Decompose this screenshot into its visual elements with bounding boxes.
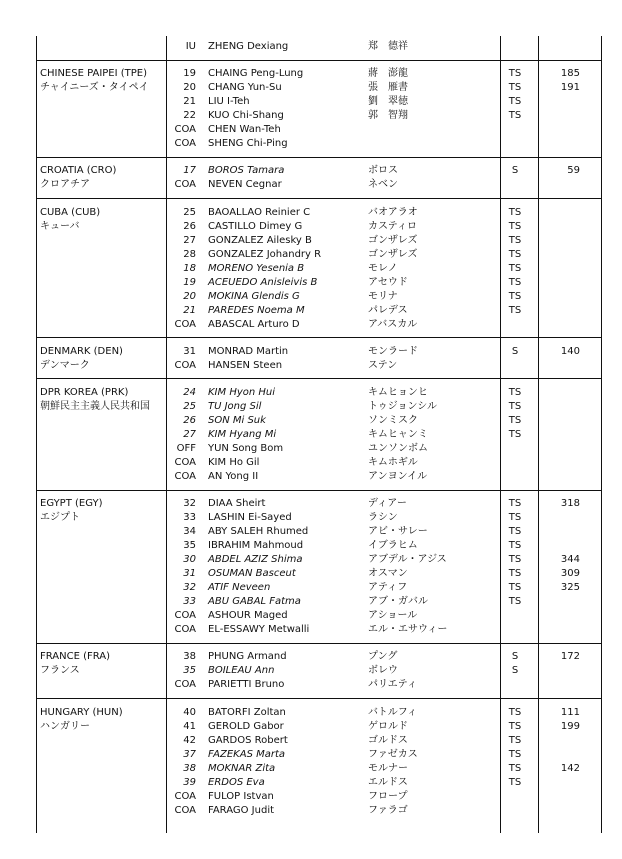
- table-row: [0, 359, 622, 373]
- group-separator: [36, 490, 602, 491]
- entry-number: IU: [185, 41, 196, 52]
- event-class: TS: [508, 721, 522, 732]
- player-name: MORENO Yesenia B: [208, 263, 305, 274]
- entry-number: 17: [183, 165, 196, 176]
- country-name-japanese: クロアチア: [40, 179, 90, 190]
- table-row: [0, 525, 622, 539]
- table-row: [0, 442, 622, 456]
- player-name: KUO Chi-Shang: [208, 110, 284, 121]
- event-class: TS: [508, 554, 522, 565]
- entry-number: 20: [183, 291, 196, 302]
- player-name: KIM Ho Gil: [208, 457, 260, 468]
- entry-number: 25: [183, 401, 196, 412]
- table-row: [0, 734, 622, 748]
- player-name-katakana: ボロス: [368, 165, 398, 176]
- table-row: [0, 276, 622, 290]
- table-row: [0, 748, 622, 762]
- country-name: DPR KOREA (PRK): [40, 387, 129, 398]
- player-name: SHENG Chi-Ping: [208, 138, 288, 149]
- entry-number: 33: [183, 596, 196, 607]
- player-name-katakana: ファラゴ: [368, 805, 408, 816]
- table-row: [0, 539, 622, 553]
- table-row: [0, 304, 622, 318]
- player-name: CASTILLO Dimey G: [208, 221, 303, 232]
- table-row: [0, 262, 622, 276]
- entry-number: 21: [183, 305, 196, 316]
- player-name: GEROLD Gabor: [208, 721, 284, 732]
- country-name: CHINESE PAIPEI (TPE): [40, 68, 148, 79]
- event-class: TS: [508, 582, 522, 593]
- player-name-katakana: ゲロルド: [368, 721, 408, 732]
- entry-number: 31: [183, 568, 196, 579]
- event-class: TS: [508, 596, 522, 607]
- table-row: [0, 720, 622, 734]
- country-name-japanese: ハンガリー: [40, 721, 90, 732]
- player-name-katakana: アティフ: [368, 582, 408, 593]
- event-class: TS: [508, 305, 522, 316]
- table-row: [0, 553, 622, 567]
- player-name-katakana: アブ・ガバル: [368, 596, 428, 607]
- player-name-katakana: パリエティ: [368, 679, 417, 690]
- player-name: BAOALLAO Reinier C: [208, 207, 311, 218]
- player-name: NEVEN Cegnar: [208, 179, 282, 190]
- entry-number: 42: [183, 735, 196, 746]
- player-name-katakana: イブラヒム: [368, 540, 418, 551]
- country-name-japanese: デンマーク: [40, 360, 90, 371]
- player-name-katakana: エル・エサウィー: [368, 624, 448, 635]
- table-row: [0, 67, 622, 81]
- event-class: S: [511, 651, 519, 662]
- entry-number: 32: [183, 582, 196, 593]
- player-name: OSUMAN Basceut: [208, 568, 296, 579]
- player-name: PHUNG Armand: [208, 651, 287, 662]
- event-class: TS: [508, 96, 522, 107]
- player-name-katakana: 郭 智翔: [368, 110, 408, 121]
- player-name-katakana: プング: [368, 651, 398, 662]
- player-name: ABASCAL Arturo D: [208, 319, 300, 330]
- player-name: EL-ESSAWY Metwalli: [208, 624, 310, 635]
- table-row: [0, 581, 622, 595]
- player-name: GONZALEZ Ailesky B: [208, 235, 312, 246]
- table-row: [0, 623, 622, 637]
- event-class: TS: [508, 263, 522, 274]
- player-name-katakana: オスマン: [368, 568, 408, 579]
- entry-number: 25: [183, 207, 196, 218]
- country-name-japanese: フランス: [40, 665, 80, 676]
- entry-number: 38: [183, 651, 196, 662]
- country-name: EGYPT (EGY): [40, 498, 103, 509]
- table-row: [0, 345, 622, 359]
- event-class: TS: [508, 568, 522, 579]
- player-name-katakana: ステン: [368, 360, 398, 371]
- player-name-katakana: アバスカル: [368, 319, 418, 330]
- event-class: TS: [508, 540, 522, 551]
- event-class: TS: [508, 512, 522, 523]
- event-class: TS: [508, 221, 522, 232]
- entry-number: 37: [183, 749, 196, 760]
- player-name-katakana: バオアラオ: [368, 207, 418, 218]
- player-name: GONZALEZ Johandry R: [208, 249, 322, 260]
- entry-number: 35: [183, 540, 196, 551]
- player-name: ABY SALEH Rhumed: [208, 526, 309, 537]
- player-name: TU Jong Sil: [208, 401, 262, 412]
- player-name-katakana: 蔣 澎龍: [368, 68, 408, 79]
- table-row: [0, 650, 622, 664]
- entry-number: 20: [183, 82, 196, 93]
- table-row: [0, 386, 622, 400]
- event-class: TS: [508, 707, 522, 718]
- event-class: S: [511, 346, 519, 357]
- entry-number: COA: [174, 624, 196, 635]
- entry-number: COA: [174, 179, 196, 190]
- player-name: MOKNAR Zita: [208, 763, 276, 774]
- event-class: TS: [508, 749, 522, 760]
- event-class: TS: [508, 249, 522, 260]
- player-name-katakana: モリナ: [368, 291, 398, 302]
- group-separator: [36, 337, 602, 338]
- table-row: [0, 290, 622, 304]
- entry-number: COA: [174, 805, 196, 816]
- table-row: [0, 234, 622, 248]
- player-name: LIU I-Teh: [208, 96, 250, 107]
- table-row: [0, 609, 622, 623]
- table-row: [0, 664, 622, 678]
- player-name: HANSEN Steen: [208, 360, 283, 371]
- player-name-katakana: パレデス: [368, 305, 408, 316]
- player-name: ABDEL AZIZ Shima: [208, 554, 303, 565]
- group-separator: [36, 60, 602, 61]
- entry-number: 19: [183, 68, 196, 79]
- table-row: [0, 428, 622, 442]
- player-name-katakana: モンラード: [368, 346, 418, 357]
- entry-number: COA: [174, 457, 196, 468]
- player-name-katakana: キムヒャンミ: [368, 429, 428, 440]
- table-row: [0, 470, 622, 484]
- group-separator: [36, 378, 602, 379]
- entry-number: COA: [174, 360, 196, 371]
- country-name-japanese: エジプト: [40, 512, 80, 523]
- ranking-points: 318: [560, 498, 580, 509]
- country-name: FRANCE (FRA): [40, 651, 111, 662]
- country-name-japanese: キューバ: [40, 221, 80, 232]
- event-class: TS: [508, 207, 522, 218]
- entry-number: 31: [183, 346, 196, 357]
- table-row: [0, 178, 622, 192]
- table-row: [0, 95, 622, 109]
- player-name: ZHENG Dexiang: [208, 41, 289, 52]
- player-name-katakana: ネベン: [368, 179, 398, 190]
- entry-number: 18: [183, 263, 196, 274]
- entry-number: COA: [174, 319, 196, 330]
- player-name: LASHIN Ei-Sayed: [208, 512, 292, 523]
- country-name: CUBA (CUB): [40, 207, 101, 218]
- table-row: [0, 414, 622, 428]
- country-name: CROATIA (CRO): [40, 165, 117, 176]
- entry-number: 30: [183, 554, 196, 565]
- entry-number: 21: [183, 96, 196, 107]
- entry-number: 27: [183, 429, 196, 440]
- player-name: MONRAD Martin: [208, 346, 289, 357]
- player-name: MOKINA Glendis G: [208, 291, 300, 302]
- player-name-katakana: 張 雁書: [368, 82, 408, 93]
- event-class: TS: [508, 429, 522, 440]
- player-name: ACEUEDO Anisleivis B: [208, 277, 318, 288]
- table-row: [0, 164, 622, 178]
- entry-number: OFF: [176, 443, 196, 454]
- table-row: [0, 206, 622, 220]
- entry-number: 39: [183, 777, 196, 788]
- ranking-points: 344: [560, 554, 580, 565]
- player-name-katakana: アセウド: [368, 277, 408, 288]
- player-name-katakana: ディアー: [368, 498, 407, 509]
- player-name-katakana: ソンミスク: [368, 415, 418, 426]
- entry-number: 33: [183, 512, 196, 523]
- player-name-katakana: モルナー: [368, 763, 408, 774]
- table-row: [0, 762, 622, 776]
- player-name-katakana: ゴルドス: [368, 735, 408, 746]
- country-name: HUNGARY (HUN): [40, 707, 123, 718]
- player-name: ABU GABAL Fatma: [208, 596, 301, 607]
- player-name: BOILEAU Ann: [208, 665, 275, 676]
- player-name-katakana: フロープ: [368, 791, 408, 802]
- table-row: [0, 220, 622, 234]
- table-row: [0, 456, 622, 470]
- table-row: [0, 81, 622, 95]
- player-name-katakana: アビ・サレー: [368, 526, 428, 537]
- ranking-points: 111: [560, 707, 580, 718]
- player-name-katakana: ボレウ: [368, 665, 398, 676]
- table-row: [0, 790, 622, 804]
- ranking-points: 185: [560, 68, 580, 79]
- entry-number: 38: [183, 763, 196, 774]
- table-row: [0, 706, 622, 720]
- event-class: TS: [508, 498, 522, 509]
- event-class: TS: [508, 291, 522, 302]
- entry-number: 40: [183, 707, 196, 718]
- event-class: TS: [508, 387, 522, 398]
- country-name-japanese: チャイニーズ・タイペイ: [40, 82, 149, 93]
- ranking-points: 142: [560, 763, 580, 774]
- player-name-katakana: ゴンザレズ: [368, 249, 418, 260]
- player-name: SON Mi Suk: [208, 415, 266, 426]
- table-row: [0, 804, 622, 818]
- group-separator: [36, 157, 602, 158]
- table-row: [0, 595, 622, 609]
- entry-number: 28: [183, 249, 196, 260]
- entry-number: 41: [183, 721, 196, 732]
- player-name-katakana: キムヒョンヒ: [368, 387, 428, 398]
- table-row: [0, 567, 622, 581]
- event-class: TS: [508, 235, 522, 246]
- player-name-katakana: アブデル・アジス: [368, 554, 447, 565]
- entry-number: 22: [183, 110, 196, 121]
- entry-number: 27: [183, 235, 196, 246]
- ranking-points: 325: [560, 582, 580, 593]
- entry-number: COA: [174, 610, 196, 621]
- player-name: ASHOUR Maged: [208, 610, 288, 621]
- entry-number: 24: [183, 387, 196, 398]
- country-name-japanese: 朝鮮民主主義人民共和国: [40, 401, 150, 412]
- event-class: TS: [508, 735, 522, 746]
- event-class: TS: [508, 110, 522, 121]
- ranking-points: 140: [560, 346, 580, 357]
- player-name-katakana: ファゼカス: [368, 749, 418, 760]
- entry-number: COA: [174, 471, 196, 482]
- entry-number: 34: [183, 526, 196, 537]
- entry-number: 35: [183, 665, 196, 676]
- event-class: TS: [508, 82, 522, 93]
- player-name: CHEN Wan-Teh: [208, 124, 281, 135]
- table-row: [0, 497, 622, 511]
- player-name-katakana: 劉 翠徳: [368, 96, 408, 107]
- player-name-katakana: ゴンザレズ: [368, 235, 418, 246]
- player-name-katakana: トゥジョンシル: [368, 401, 438, 412]
- ranking-points: 309: [560, 568, 580, 579]
- player-name: BATORFI Zoltan: [208, 707, 286, 718]
- table-row: [0, 137, 622, 151]
- group-separator: [36, 698, 602, 699]
- table-row: [0, 40, 622, 54]
- player-name-katakana: エルドス: [368, 777, 408, 788]
- entry-number: COA: [174, 679, 196, 690]
- table-row: [0, 511, 622, 525]
- player-name: DIAA Sheirt: [208, 498, 266, 509]
- event-class: TS: [508, 277, 522, 288]
- table-row: [0, 776, 622, 790]
- event-class: S: [511, 665, 519, 676]
- ranking-points: 59: [567, 165, 580, 176]
- entry-number: COA: [174, 791, 196, 802]
- event-class: TS: [508, 415, 522, 426]
- player-name: FAZEKAS Marta: [208, 749, 286, 760]
- player-name: IBRAHIM Mahmoud: [208, 540, 304, 551]
- player-name: ATIF Neveen: [208, 582, 271, 593]
- player-name: FULOP Istvan: [208, 791, 274, 802]
- player-name: PAREDES Noema M: [208, 305, 305, 316]
- table-row: [0, 678, 622, 692]
- event-class: TS: [508, 68, 522, 79]
- ranking-points: 199: [560, 721, 580, 732]
- country-name: DENMARK (DEN): [40, 346, 123, 357]
- event-class: S: [511, 165, 519, 176]
- table-row: [0, 109, 622, 123]
- event-class: TS: [508, 526, 522, 537]
- entry-number: 26: [183, 415, 196, 426]
- player-name-katakana: バトルフィ: [368, 707, 417, 718]
- player-name-katakana: 郑 德祥: [368, 41, 408, 52]
- event-class: TS: [508, 401, 522, 412]
- ranking-points: 172: [560, 651, 580, 662]
- player-name: ERDOS Eva: [208, 777, 265, 788]
- player-name: KIM Hyon Hui: [208, 387, 276, 398]
- entry-number: COA: [174, 138, 196, 149]
- player-name: CHAING Peng-Lung: [208, 68, 304, 79]
- player-name-katakana: ラシン: [368, 512, 398, 523]
- entry-number: 19: [183, 277, 196, 288]
- player-name: AN Yong II: [208, 471, 259, 482]
- table-row: [0, 123, 622, 137]
- entry-number: 26: [183, 221, 196, 232]
- player-name-katakana: アンヨンイル: [368, 471, 428, 482]
- player-name: KIM Hyang Mi: [208, 429, 277, 440]
- event-class: TS: [508, 777, 522, 788]
- player-name: GARDOS Robert: [208, 735, 288, 746]
- player-name-katakana: キムホギル: [368, 457, 418, 468]
- entry-number: 32: [183, 498, 196, 509]
- player-name-katakana: モレノ: [368, 263, 398, 274]
- player-name: CHANG Yun-Su: [208, 82, 282, 93]
- table-row: [0, 400, 622, 414]
- ranking-points: 191: [560, 82, 580, 93]
- player-name: YUN Song Bom: [208, 443, 284, 454]
- player-name: BOROS Tamara: [208, 165, 285, 176]
- event-class: TS: [508, 763, 522, 774]
- player-name-katakana: アショール: [368, 610, 418, 621]
- group-separator: [36, 643, 602, 644]
- table-row: [0, 318, 622, 332]
- player-name-katakana: カスティロ: [368, 221, 417, 232]
- group-separator: [36, 198, 602, 199]
- player-name-katakana: ユンソンボム: [368, 443, 428, 454]
- player-name: FARAGO Judit: [208, 805, 275, 816]
- entry-number: COA: [174, 124, 196, 135]
- player-name: PARIETTI Bruno: [208, 679, 285, 690]
- table-row: [0, 248, 622, 262]
